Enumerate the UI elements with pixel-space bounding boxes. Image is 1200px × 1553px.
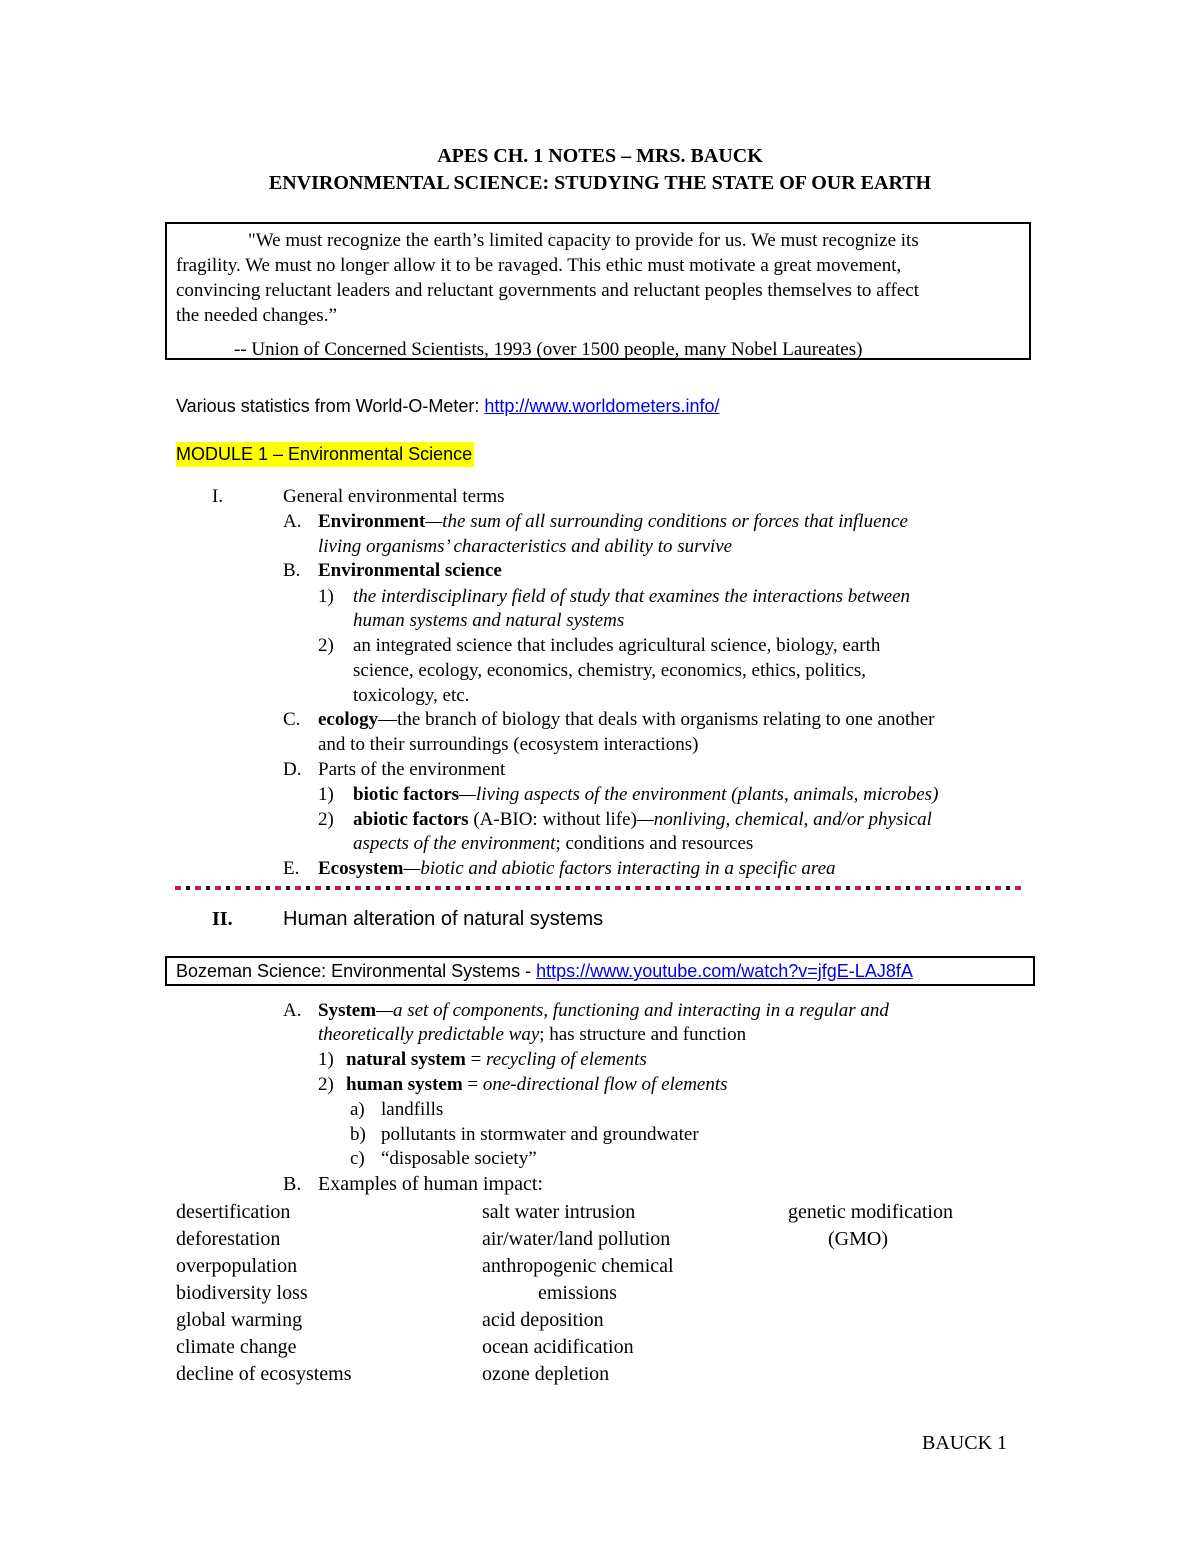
video-prefix: Bozeman Science: Environmental Systems - [176,961,537,981]
term-human-system [346,1072,728,1097]
item-letter: E. [283,858,300,879]
youtube-link[interactable]: https://www.youtube.com/watch?v=jfgE-LAJ8fA [536,961,913,981]
impact-item: desertification [176,1201,291,1223]
term-ecosystem [318,856,836,881]
item-number: 2) [318,809,334,830]
impact-item: ocean acidification [482,1336,634,1358]
equals: = [462,1074,483,1095]
impacts-column-3 [788,1199,953,1253]
list-text: toxicology, etc. [353,685,470,706]
section-numeral: II. [212,908,233,930]
definition: —the sum of all surrounding conditions or forces that influence [425,511,908,532]
term: Ecosystem [318,858,404,879]
term: natural system [346,1049,466,1070]
sub-letter: c) [350,1148,365,1169]
item-letter: A. [283,1000,302,1021]
term-natural-system [346,1047,647,1072]
item-number: 1) [318,1049,334,1070]
item-letter: C. [283,709,301,730]
list-text: pollutants in stormwater and groundwater [381,1124,699,1145]
item-number: 2) [318,635,334,656]
item-number: 1) [318,784,334,805]
definition: —nonliving, chemical, and/or physical [636,809,932,830]
term-environmental-science: Environmental science [318,560,502,581]
quote-line-4: the needed changes.” [176,305,337,326]
list-text: landfills [381,1099,444,1120]
item-number: 2) [318,1074,334,1095]
list-text: Parts of the environment [318,759,506,780]
dotted-divider [175,886,1023,890]
term: human system [346,1074,463,1095]
definition-italic: theoretically predictable way [318,1024,540,1045]
term-environment [318,509,908,534]
definition: —the branch of biology that deals with organisms relating to one another [378,709,935,730]
section-heading: General environmental terms [283,486,505,507]
definition-cont [318,1022,746,1047]
list-text: Examples of human impact: [318,1173,543,1195]
video-line [176,959,913,984]
stats-prefix: Various statistics from World-O-Meter: [176,396,485,416]
worldometers-link[interactable]: http://www.worldometers.info/ [484,396,720,416]
impact-item: anthropogenic chemical [482,1255,674,1277]
item-letter: B. [283,560,301,581]
definition-rest: ; has structure and function [539,1024,747,1045]
impact-item: biodiversity loss [176,1282,308,1304]
term-biotic [353,782,938,807]
equals: = [465,1049,487,1070]
item-number: 1) [318,586,334,607]
term-abiotic [353,807,932,832]
section-numeral: I. [212,486,224,507]
definition-cont: and to their surroundings (ecosystem interactions) [318,734,699,755]
impact-item: (GMO) [828,1228,888,1250]
quote-attribution: -- Union of Concerned Scientists, 1993 (over 1500 people, many Nobel Laureates) [234,339,863,360]
list-text: “disposable society” [381,1148,537,1169]
item-letter: A. [283,511,302,532]
definition-italic: aspects of the environment [353,833,556,854]
impact-item: deforestation [176,1228,281,1250]
quote-line-1: "We must recognize the earth’s limited capacity to provide for us. We must recognize its [248,230,919,251]
term-system [318,998,889,1023]
definition: —living aspects of the environment (plants, animals, microbes) [459,784,939,805]
item-letter: B. [283,1173,302,1195]
quote-line-2: fragility. We must no longer allow it to be ravaged. This ethic must motivate a great movement, [176,255,902,276]
impact-item: global warming [176,1309,303,1331]
impact-item: overpopulation [176,1255,298,1277]
impact-item: climate change [176,1336,297,1358]
term: System [318,1000,377,1021]
impact-item: ozone depletion [482,1363,610,1385]
definition: —a set of components, functioning and interacting in a regular and [376,1000,889,1021]
term: abiotic factors [353,809,469,830]
page-footer: BAUCK 1 [922,1432,1008,1454]
page-title: APES CH. 1 NOTES – MRS. BAUCK [437,145,763,167]
sub-letter: b) [350,1124,366,1145]
impacts-column-2 [482,1199,674,1388]
impacts-column-1 [176,1199,352,1388]
list-text: an integrated science that includes agricultural science, biology, earth [353,635,881,656]
paren: (A-BIO: without life) [468,809,637,830]
impact-item: emissions [538,1282,617,1304]
definition: —biotic and abiotic factors interacting in a specific area [403,858,836,879]
term: biotic factors [353,784,460,805]
stats-line [176,394,719,419]
term-ecology [318,707,934,732]
definition-cont [353,831,753,856]
sub-letter: a) [350,1099,365,1120]
list-text: the interdisciplinary field of study that examines the interactions between [353,586,911,607]
term: ecology [318,709,379,730]
term: Environment [318,511,426,532]
impact-item: decline of ecosystems [176,1363,352,1385]
impact-item: acid deposition [482,1309,604,1331]
page-subtitle: ENVIRONMENTAL SCIENCE: STUDYING THE STATE OF OUR EARTH [268,172,932,194]
definition-rest: ; conditions and resources [555,833,754,854]
impact-item: air/water/land pollution [482,1228,671,1250]
definition: one-directional flow of elements [482,1074,728,1095]
quote-line-3: convincing reluctant leaders and reluctant governments and reluctant peoples themselves to affect [176,280,920,301]
section-heading: Human alteration of natural systems [283,908,604,930]
impact-item: genetic modification [788,1201,953,1223]
impact-item: salt water intrusion [482,1201,636,1223]
item-letter: D. [283,759,302,780]
definition-cont: living organisms’ characteristics and ability to survive [318,536,733,557]
list-text: human systems and natural systems [353,610,625,631]
module-label: MODULE 1 – Environmental Science [176,442,474,467]
definition: recycling of elements [486,1049,647,1070]
list-text: science, ecology, economics, chemistry, economics, ethics, politics, [353,660,867,681]
